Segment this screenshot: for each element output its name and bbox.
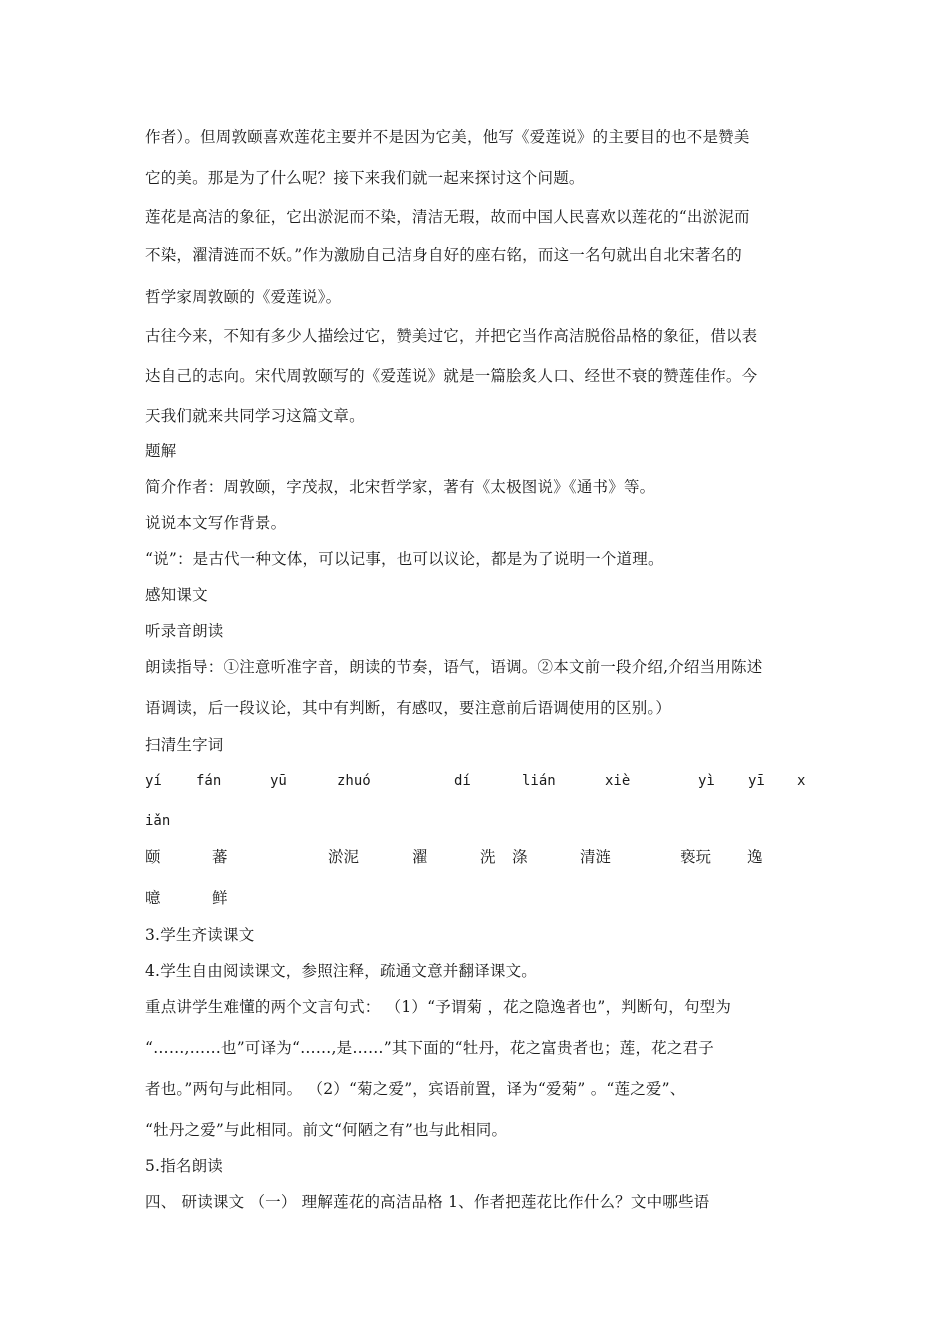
pinyin: yì — [698, 773, 715, 789]
vocab-word: 逸 — [747, 848, 763, 866]
text-line: 重点讲学生难懂的两个文言句式： （1）“予谓菊 ，花之隐逸者也”，判断句，句型为 — [145, 998, 732, 1016]
section-heading: 题解 — [145, 442, 177, 460]
pinyin: yí — [145, 773, 162, 789]
pinyin: iǎn — [145, 813, 171, 829]
pinyin: dí — [454, 773, 471, 789]
text-line: 5.指名朗读 — [145, 1157, 223, 1175]
text-line: 3.学生齐读课文 — [145, 926, 255, 944]
text-line: 它的美。那是为了什么呢？接下来我们就一起来探讨这个问题。 — [145, 169, 585, 187]
text-line: 天我们就来共同学习这篇文章。 — [145, 407, 365, 425]
text-line: 莲花是高洁的象征，它出淤泥而不染，清洁无瑕，故而中国人民喜欢以莲花的“出淤泥而 — [145, 208, 750, 226]
text-line: 听录音朗读 — [145, 622, 224, 640]
section-heading: 感知课文 — [145, 586, 208, 604]
text-line: 古往今来，不知有多少人描绘过它，赞美过它，并把它当作高洁脱俗品格的象征，借以表 — [145, 327, 758, 345]
text-line: 哲学家周敦颐的《爱莲说》。 — [145, 288, 342, 306]
vocab-word: 濯 — [412, 848, 428, 866]
vocab-word: 淤泥 — [328, 848, 360, 866]
pinyin: xiè — [605, 773, 631, 789]
vocab-word: 鲜 — [212, 889, 228, 907]
text-line: 朗读指导：①注意听准字音，朗读的节奏，语气，语调。②本文前一段介绍,介绍当用陈述 — [145, 658, 763, 676]
pinyin: yī — [748, 773, 765, 789]
vocab-word: 颐 — [145, 848, 161, 866]
text-line: 作者）。但周敦颐喜欢莲花主要并不是因为它美，他写《爱莲说》的主要目的也不是赞美 — [145, 128, 750, 146]
vocab-word: 清涟 — [580, 848, 612, 866]
vocab-word: 涤 — [512, 848, 528, 866]
text-line: “牡丹之爱”与此相同。前文“何陋之有”也与此相同。 — [145, 1121, 508, 1139]
pinyin: zhuó — [337, 773, 371, 789]
text-line: 扫清生字词 — [145, 736, 224, 754]
text-line: 者也。”两句与此相同。 （2）“菊之爱”，宾语前置，译为“爱菊” 。“莲之爱”、 — [145, 1080, 686, 1098]
text-line: “说”：是古代一种文体，可以记事，也可以议论，都是为了说明一个道理。 — [145, 550, 664, 568]
text-line: 说说本文写作背景。 — [145, 514, 287, 532]
pinyin: x — [797, 773, 806, 789]
text-line: 简介作者：周敦颐，字茂叔，北宋哲学家，著有《太极图说》《通书》等。 — [145, 478, 656, 496]
text-line: 4.学生自由阅读课文，参照注释，疏通文意并翻译课文。 — [145, 962, 537, 980]
text-line: 不染，濯清涟而不妖。”作为激励自己洁身自好的座右铭，而这一名句就出自北宋著名的 — [145, 246, 742, 264]
vocab-word: 亵玩 — [680, 848, 712, 866]
text-line: 四、 研读课文 （一） 理解莲花的高洁品格 1、作者把莲花比作什么？文中哪些语 — [145, 1193, 710, 1211]
pinyin: yū — [270, 773, 287, 789]
text-line: 语调读，后一段议论，其中有判断，有感叹，要注意前后语调使用的区别。） — [145, 699, 672, 717]
vocab-word: 蕃 — [212, 848, 228, 866]
vocab-word: 噫 — [145, 889, 161, 907]
text-line: 达自己的志向。宋代周敦颐写的《爱莲说》就是一篇脍炙人口、经世不衰的赞莲佳作。今 — [145, 367, 758, 385]
pinyin: fán — [196, 773, 222, 789]
pinyin: lián — [522, 773, 556, 789]
vocab-word: 洗 — [480, 848, 496, 866]
text-line: “……,……也”可译为“……,是……”其下面的“牡丹，花之富贵者也；莲，花之君子 — [145, 1039, 714, 1057]
